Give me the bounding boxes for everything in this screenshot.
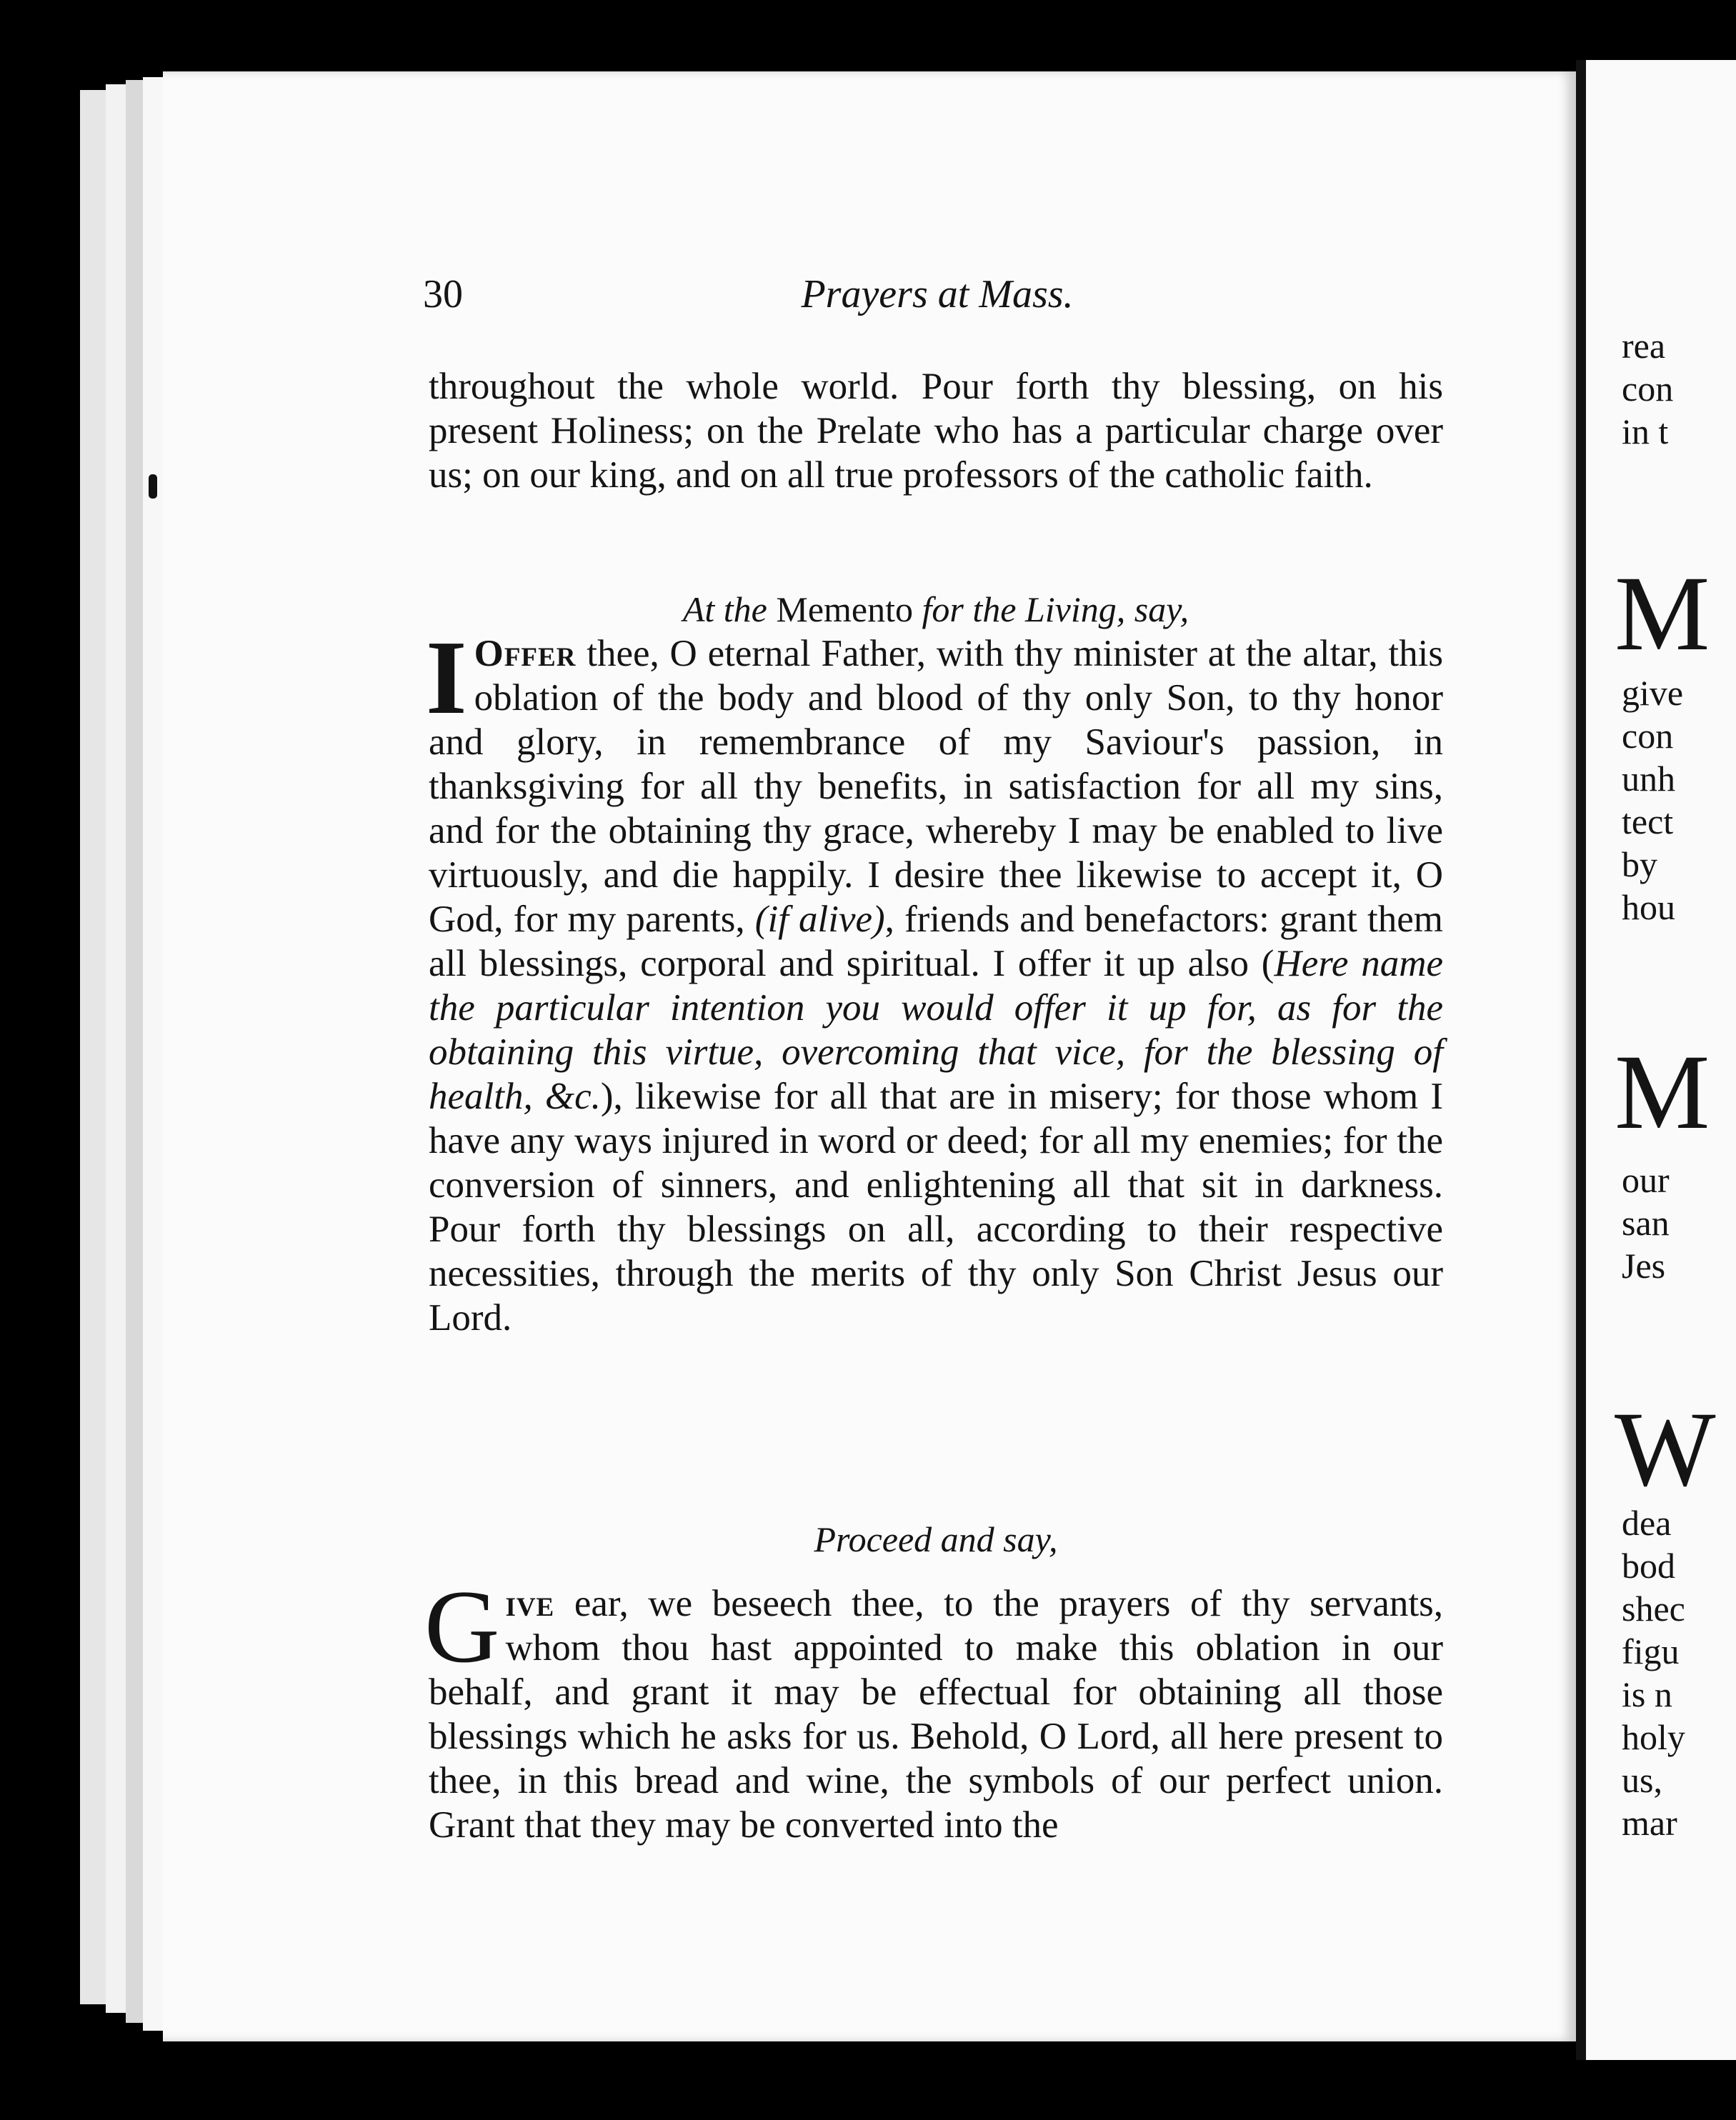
facing-line: is n (1622, 1674, 1672, 1714)
memento-rubric-block (429, 587, 1443, 631)
give-ear-prayer (424, 1569, 1443, 1847)
facing-line: unh (1622, 759, 1675, 799)
rubric-text: At the (682, 589, 777, 629)
facing-line: us, (1622, 1760, 1662, 1800)
facing-line: shec (1622, 1589, 1685, 1629)
facing-initial: M (1615, 1033, 1710, 1151)
memento-prayer-block (426, 619, 1444, 1340)
facing-page (1586, 60, 1736, 2060)
running-title: Prayers at Mass. (801, 272, 1074, 316)
proceed-rubric: Proceed and say, (814, 1519, 1058, 1559)
give-ear-prayer-block (424, 1569, 1443, 1847)
prayer-text: ear, we beseech thee, to the prayers of thy servants, whom thou hast appointed to make this oblation in our behalf, and grant it may be effectual for obtaining all those blessings which he asks for us. Behold, O Lord, all here present to thee, in this bread and wine, the symbols of our perfect union. Grant that they may be converted into the (429, 1583, 1443, 1846)
facing-line: mar (1622, 1803, 1677, 1843)
prayer-italic: Here name the particular intention you would offer it up for, as for the obtaining this virtue, overcoming that vice, for the blessing of health, &c. (429, 943, 1444, 1117)
facing-initial: M (1615, 554, 1710, 673)
facing-line: by (1622, 844, 1657, 884)
running-head (423, 271, 1452, 329)
facing-line: con (1622, 369, 1674, 409)
facing-line: give (1622, 673, 1684, 713)
proceed-rubric-block (429, 1517, 1443, 1561)
memento-prayer (426, 619, 1444, 1340)
facing-line: con (1622, 716, 1674, 756)
facing-line: tect (1622, 801, 1674, 841)
facing-line: bod (1622, 1546, 1675, 1586)
facing-line: san (1622, 1203, 1670, 1243)
memento-rubric (429, 587, 1443, 631)
facing-initial: W (1615, 1390, 1716, 1509)
facing-line: Jes (1622, 1246, 1666, 1286)
rubric-memento: Memento (776, 589, 914, 629)
facing-line: our (1622, 1160, 1670, 1200)
facing-line: rea (1622, 326, 1666, 366)
facing-line: dea (1622, 1503, 1672, 1543)
small-caps-opening: ive (505, 1583, 555, 1624)
small-caps-opening: Offer (474, 633, 577, 674)
drop-cap: G (424, 1569, 500, 1684)
facing-line: figu (1622, 1631, 1680, 1671)
prayer-italic: (if alive) (754, 899, 885, 940)
prayer-text: ), likewise for all that are in misery; for those whom I have any ways injured in word or deed; for all my enemies; for the conversion of sinners, and enlightening all that sit in darkness. Pour forth thy blessings on all, according to their respective necessities, through the merits of thy only Son Christ Jesus our Lord. (429, 1076, 1443, 1339)
page-number: 30 (423, 272, 463, 316)
prayer-text: , friends and benefactors: grant them all blessings, corporal and spiritual. I offer it up also ( (429, 899, 1443, 984)
facing-line: hou (1622, 887, 1675, 927)
book-gutter (1576, 60, 1586, 2060)
margin-mark (149, 474, 157, 499)
facing-line: holy (1622, 1717, 1685, 1757)
drop-cap: I (426, 619, 467, 736)
facing-line: in t (1622, 411, 1669, 451)
opening-paragraph-block (429, 364, 1443, 497)
rubric-text: for the Living, say, (913, 589, 1189, 629)
prayer-text: thee, O eternal Father, with thy minister at the altar, this oblation of the body and blood of thy only Son, to thy honor and glory, in remembrance of my Saviour's passion, in thanksgiving for all thy benefits, in satisfaction for all my sins, and for the obtaining thy grace, whereby I may be enabled to live virtuously, and die happily. I desire thee likewise to accept it, O God, for my parents, (429, 633, 1443, 940)
opening-paragraph: throughout the whole world. Pour forth thy blessing, on his present Holiness; on the Prelate who has a particular charge over us; on our king, and on all true professors of the catholic faith. (429, 366, 1443, 496)
